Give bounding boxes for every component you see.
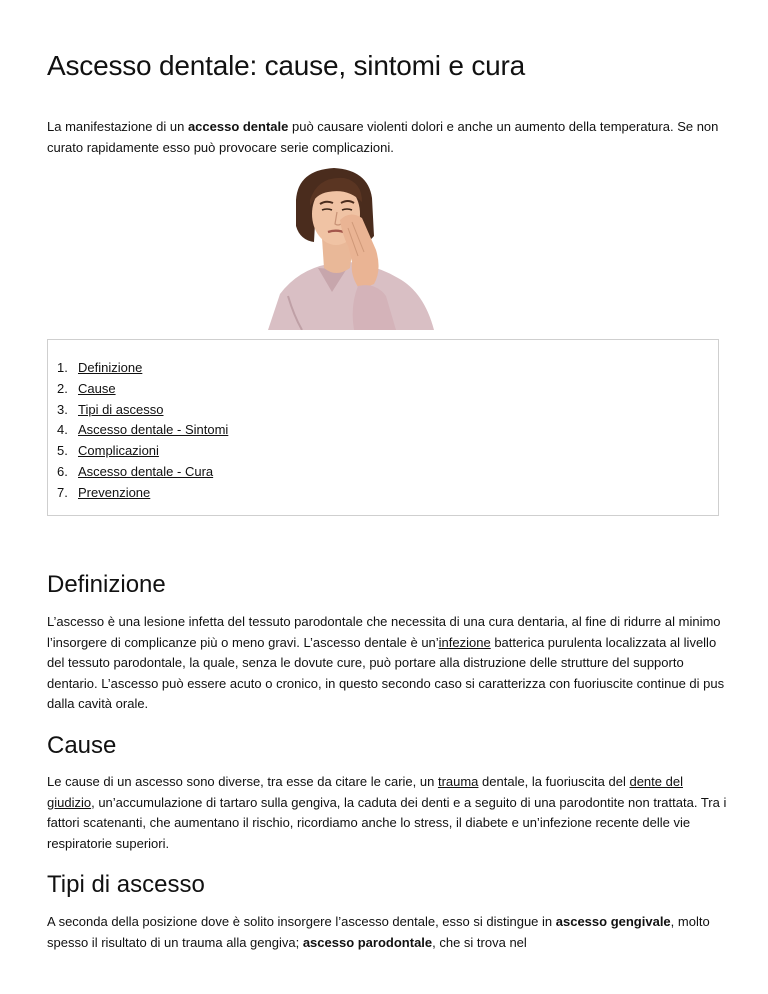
toc-link-sintomi[interactable]: Ascesso dentale - Sintomi <box>78 422 229 438</box>
tipi-text-3: , che si trova nel <box>432 934 527 950</box>
tipi-text-1: A seconda della posizione dove è solito insorgere l’ascesso dentale, esso si distingue in <box>47 914 556 929</box>
intro-paragraph <box>47 117 727 158</box>
toc-item-number: 2. <box>57 380 68 396</box>
toc-list <box>57 358 228 504</box>
tipi-bold-gengivale: ascesso gengivale <box>555 914 671 929</box>
page-title: Ascesso dentale: cause, sintomi e cura <box>47 50 525 81</box>
toc-item-number: 4. <box>57 422 68 438</box>
photo-illustration <box>258 166 438 330</box>
toc-item <box>57 483 228 504</box>
toc-item <box>57 400 228 421</box>
heading-cause: Cause <box>47 732 117 759</box>
tipi-text-2: , molto spesso il risultato di un trauma alla gengiva; <box>47 914 710 950</box>
toc-item-number: 1. <box>57 360 68 375</box>
definizione-text-2: batterica purulenta localizzata al livello del tessuto parodontale, la quale, senza le dovute cure, può portare alla distruzione delle strutture del supporto dentario. L’ascesso può essere acuto o cronico, in questo secondo caso si caratterizza con fuoriuscite continue di pus dalla cavità orale. <box>47 634 725 711</box>
toc-link-prevenzione[interactable]: Prevenzione <box>78 484 151 500</box>
heading-definizione: Definizione <box>47 571 166 598</box>
link-trauma[interactable]: trauma <box>437 774 479 789</box>
cause-text-2: dentale, la fuoriuscita del <box>478 774 630 789</box>
toc-item-number: 5. <box>57 443 68 459</box>
link-dente-del-giudizio[interactable]: dente del giudizio <box>47 774 683 810</box>
cause-text-1: Le cause di un ascesso sono diverse, tra esse da citare le carie, un <box>47 774 438 789</box>
intro-text-1: La manifestazione di un <box>47 119 188 134</box>
woman-with-toothache-photo <box>258 166 438 330</box>
toc-item <box>57 420 228 441</box>
toc-link-tipi-di-ascesso[interactable]: Tipi di ascesso <box>78 401 164 417</box>
link-infezione[interactable]: infezione <box>438 634 491 650</box>
heading-tipi-di-ascesso: Tipi di ascesso <box>47 871 205 898</box>
toc-item <box>57 462 228 483</box>
cause-text-3: , un’accumulazione di tartaro sulla gengiva, la caduta dei denti e a seguito di una parodontite non trattata. Tra i fattori scatenanti, che aumentano il rischio, ricordiamo anche lo stress, il diabete e un’infezione recente delle vie respiratorie superiori. <box>47 794 727 851</box>
paragraph-tipi-di-ascesso <box>47 912 727 953</box>
toc-link-cura[interactable]: Ascesso dentale - Cura <box>78 463 214 479</box>
toc-link-complicazioni[interactable]: Complicazioni <box>78 443 159 459</box>
tipi-bold-parodontale: ascesso parodontale <box>302 934 433 950</box>
toc-link-definizione[interactable]: Definizione <box>78 360 143 375</box>
definizione-text-1: L’ascesso è una lesione infetta del tessuto parodontale che necessita di una cura dentaria, al fine di ridurre al minimo l’insorgere di complicanze più o meno gravi. L’ascesso dentale è un’ <box>47 614 721 650</box>
toc-item <box>57 441 228 462</box>
toc-link-cause[interactable]: Cause <box>78 380 116 396</box>
toc-item-number: 3. <box>57 401 68 417</box>
intro-text-2: può causare violenti dolori e anche un aumento della temperatura. Se non curato rapidamente esso può provocare serie complicazioni. <box>47 119 719 155</box>
paragraph-definizione <box>47 612 727 715</box>
toc-item-number: 7. <box>57 484 68 500</box>
paragraph-cause <box>47 772 727 854</box>
table-of-contents <box>47 339 719 516</box>
toc-item-number: 6. <box>57 463 68 479</box>
toc-item <box>57 379 228 400</box>
intro-bold-term: accesso dentale <box>187 119 289 134</box>
toc-item <box>57 358 228 379</box>
